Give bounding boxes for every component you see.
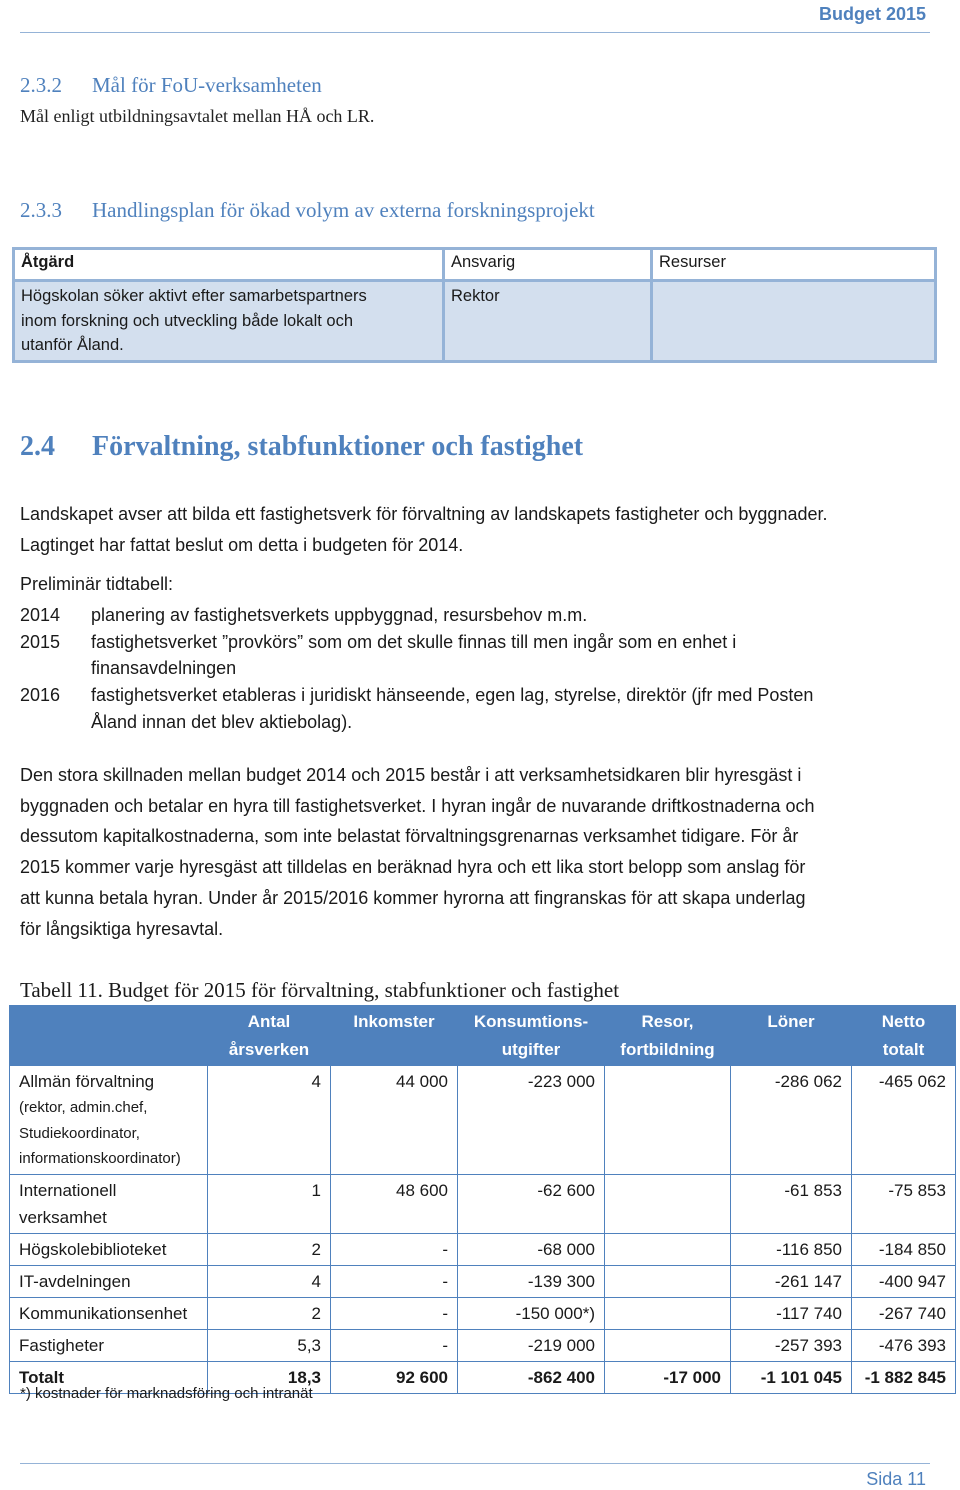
- text-line: Landskapet avser att bilda ett fastighetsverk för förvaltning av landskapets fastigheter och byggnader.: [20, 504, 828, 524]
- consumption-cell: -139 300: [458, 1265, 605, 1297]
- action-cell: [14, 281, 444, 362]
- resources-cell: [652, 281, 936, 362]
- table-caption: Tabell 11. Budget för 2015 för förvaltning, stabfunktioner och fastighet: [20, 978, 620, 1002]
- row-label: Kommunikationsenhet: [10, 1297, 208, 1329]
- net-cell: -184 850: [852, 1233, 956, 1265]
- budget-table: [9, 1005, 956, 1394]
- header-title: Budget 2015: [818, 4, 926, 24]
- travel-cell: [605, 1174, 731, 1233]
- text-line: byggnaden och betalar en hyra till fastighetsverket. I hyran ingår de nuvarande driftkostnaderna och: [20, 795, 815, 816]
- heading-text: Mål för FoU-verksamheten: [92, 73, 322, 97]
- text-line: Lagtinget har fattat beslut om detta i budgeten för 2014.: [20, 534, 464, 555]
- heading-2-4: [20, 431, 583, 463]
- schedule-year: 2016: [20, 685, 61, 706]
- schedule-list: [20, 602, 921, 736]
- table-row: [10, 1297, 956, 1329]
- row-label: Internationell verksamhet: [10, 1174, 208, 1233]
- budget-paragraph: [20, 760, 815, 944]
- consumption-cell: -68 000: [458, 1233, 605, 1265]
- income-cell: 44 000: [331, 1066, 458, 1175]
- income-cell: 92 600: [331, 1361, 458, 1393]
- income-cell: -: [331, 1297, 458, 1329]
- footer-divider: [20, 1463, 930, 1464]
- column-header-action: Åtgärd: [14, 249, 444, 281]
- net-cell: -75 853: [852, 1174, 956, 1233]
- fte-cell: 2: [208, 1233, 331, 1265]
- consumption-cell: -219 000: [458, 1329, 605, 1361]
- action-line: inom forskning och utveckling både lokalt och: [21, 311, 354, 330]
- row-label: Allmän förvaltning (rektor, admin.chef, Studiekoordinator, informationskoordinator): [10, 1066, 208, 1175]
- fte-cell: 2: [208, 1297, 331, 1329]
- text-line: att kunna betala hyran. Under år 2015/2016 kommer hyrorna att fingranskas för att skapa underlag: [20, 887, 806, 908]
- heading-number: 2.3.3: [20, 198, 62, 222]
- intro-paragraph: [20, 499, 828, 560]
- schedule-label: Preliminär tidtabell:: [20, 574, 174, 594]
- table-row: [14, 281, 936, 362]
- schedule-year: 2014: [20, 605, 61, 625]
- salaries-cell: -261 147: [731, 1265, 852, 1297]
- column-header-fte: Antal årsverken: [208, 1006, 331, 1066]
- salaries-cell: -1 101 045: [731, 1361, 852, 1393]
- heading-number: 2.3.2: [20, 73, 62, 97]
- heading-2-3-3: [20, 198, 595, 223]
- schedule-item: [20, 629, 921, 682]
- consumption-cell: -862 400: [458, 1361, 605, 1393]
- column-header-travel: Resor, fortbildning: [605, 1006, 731, 1066]
- fte-cell: 5,3: [208, 1329, 331, 1361]
- heading-number: 2.4: [20, 431, 55, 462]
- row-label: IT-avdelningen: [10, 1265, 208, 1297]
- column-header-salaries: Löner: [731, 1006, 852, 1066]
- salaries-cell: -117 740: [731, 1297, 852, 1329]
- travel-cell: [605, 1233, 731, 1265]
- action-line: Högskolan söker aktivt efter samarbetspartners: [21, 287, 367, 305]
- income-cell: -: [331, 1329, 458, 1361]
- fte-cell: 4: [208, 1265, 331, 1297]
- salaries-cell: -61 853: [731, 1174, 852, 1233]
- net-cell: -267 740: [852, 1297, 956, 1329]
- schedule-year: 2015: [20, 631, 61, 652]
- schedule-description: fastighetsverket etableras i juridiskt hänseende, egen lag, styrelse, direktör (jfr med Posten Åland innan det blev aktiebolag).: [91, 685, 814, 732]
- column-header-consumption: Konsumtions- utgifter: [458, 1006, 605, 1066]
- column-header-responsible: Ansvarig: [444, 249, 652, 281]
- column-header-unit: [10, 1006, 208, 1066]
- table-header-row: [10, 1006, 956, 1066]
- heading-text: Förvaltning, stabfunktioner och fastighet: [92, 431, 584, 462]
- table-row: [10, 1265, 956, 1297]
- fou-goal-text: Mål enligt utbildningsavtalet mellan HÅ och LR.: [20, 106, 375, 126]
- fte-cell: 1: [208, 1174, 331, 1233]
- heading-text: Handlingsplan för ökad volym av externa forskningsprojekt: [92, 198, 595, 222]
- consumption-cell: -150 000*): [458, 1297, 605, 1329]
- schedule-description: fastighetsverket ”provkörs” som om det skulle finnas till men ingår som en enhet i finansavdelningen: [91, 631, 737, 679]
- action-line: utanför Åland.: [21, 336, 124, 354]
- page-number: Sida 11: [866, 1469, 926, 1489]
- net-cell: -465 062: [852, 1066, 956, 1175]
- table-header-row: [14, 249, 936, 281]
- net-cell: -400 947: [852, 1265, 956, 1297]
- text-line: dessutom kapitalkostnaderna, som inte belastat förvaltningsgrenarnas verksamhet tidigare. För år: [20, 826, 799, 847]
- responsible-cell: Rektor: [444, 281, 652, 362]
- income-cell: 48 600: [331, 1174, 458, 1233]
- travel-cell: [605, 1297, 731, 1329]
- fte-cell: 4: [208, 1066, 331, 1175]
- table-row: [10, 1066, 956, 1175]
- text-line: 2015 kommer varje hyresgäst att tilldelas en beräknad hyra och ett lika stort belopp som anslag för: [20, 857, 806, 878]
- consumption-cell: -62 600: [458, 1174, 605, 1233]
- text-line: för långsiktiga hyresavtal.: [20, 918, 224, 939]
- travel-cell: -17 000: [605, 1361, 731, 1393]
- salaries-cell: -286 062: [731, 1066, 852, 1175]
- action-plan-table: [12, 247, 937, 363]
- net-cell: -1 882 845: [852, 1361, 956, 1393]
- schedule-item: [20, 602, 921, 629]
- schedule-description: planering av fastighetsverkets uppbyggnad, resursbehov m.m.: [91, 605, 588, 625]
- travel-cell: [605, 1265, 731, 1297]
- net-cell: -476 393: [852, 1329, 956, 1361]
- schedule-item: [20, 682, 921, 735]
- table-row: [10, 1174, 956, 1233]
- total-label: Totalt: [10, 1361, 208, 1393]
- income-cell: -: [331, 1233, 458, 1265]
- travel-cell: [605, 1329, 731, 1361]
- column-header-income: Inkomster: [331, 1006, 458, 1066]
- salaries-cell: -257 393: [731, 1329, 852, 1361]
- row-label: Fastigheter: [10, 1329, 208, 1361]
- table-row: [10, 1329, 956, 1361]
- column-header-net: Netto totalt: [852, 1006, 956, 1066]
- table-row: [10, 1233, 956, 1265]
- column-header-resources: Resurser: [652, 249, 936, 281]
- consumption-cell: -223 000: [458, 1066, 605, 1175]
- fte-cell: 18,3: [208, 1361, 331, 1393]
- income-cell: -: [331, 1265, 458, 1297]
- text-line: Den stora skillnaden mellan budget 2014 och 2015 består i att verksamhetsidkaren blir hyresgäst i: [20, 765, 802, 785]
- salaries-cell: -116 850: [731, 1233, 852, 1265]
- header-divider: [20, 32, 930, 33]
- row-label: Högskolebiblioteket: [10, 1233, 208, 1265]
- travel-cell: [605, 1066, 731, 1175]
- table-footnote: *) kostnader för marknadsföring och intranät: [20, 1385, 313, 1402]
- heading-2-3-2: [20, 73, 322, 98]
